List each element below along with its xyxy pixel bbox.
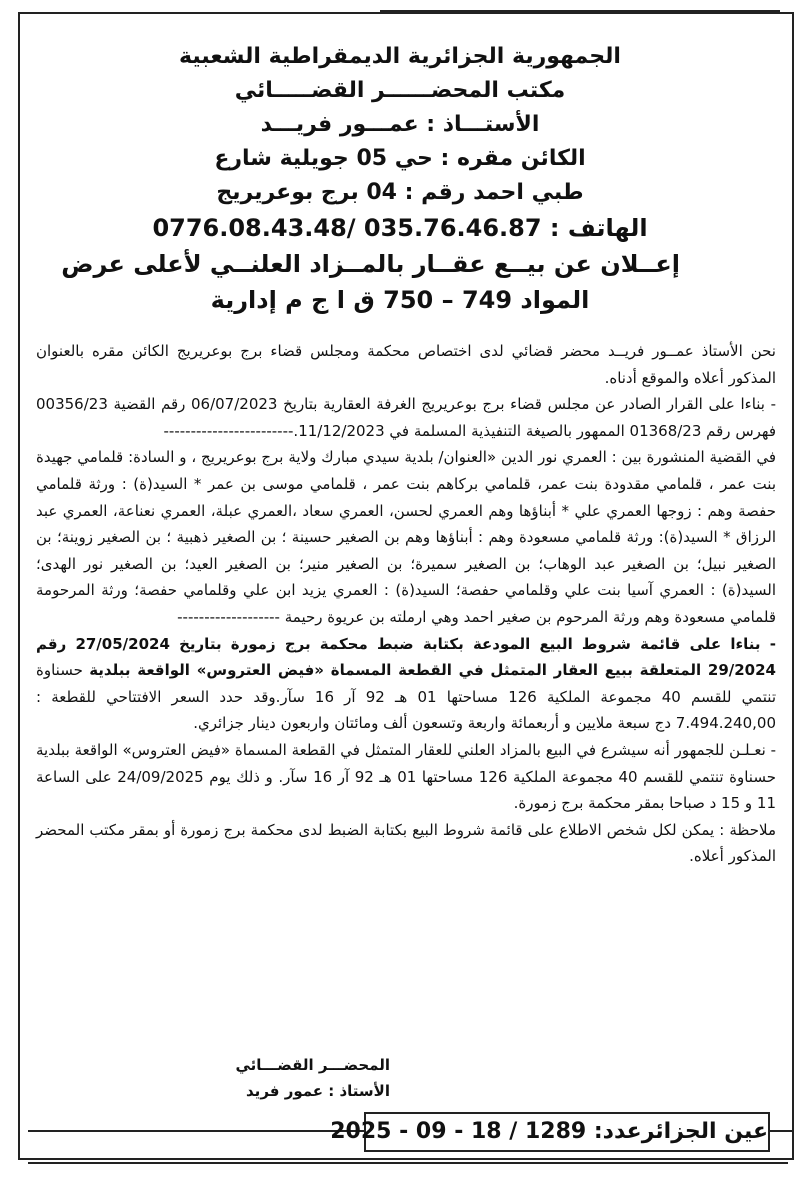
- stamp-rule-left: [28, 1130, 364, 1132]
- announcement-body: [36, 338, 776, 870]
- previous-ad-edge: [380, 0, 780, 12]
- office-name: مكتب المحضــــــر القضـــــائي: [234, 78, 566, 103]
- body-paragraph-intro: نحن الأستاذ عمــور فريــد محضر قضائي لدى اختصاص محكمة ومجلس قضاء برج بوعريريج الكائن مقره بالعنوان المذكور أعلاه والموقع أدناه.: [36, 342, 776, 387]
- legal-articles: المواد 749 – 750 ق ا ج م إدارية: [210, 286, 590, 314]
- signature-block: [170, 1052, 390, 1104]
- announcement-title: إعــلان عن بيــع عقــار بالمــزاد العلنــي لأعلى عرض: [61, 250, 680, 278]
- announcement-header: [61, 40, 680, 318]
- body-paragraph-parties: في القضية المنشورة بين : العمري نور الدين «العنوان/ بلدية سيدي مبارك ولاية برج بوعريريج ، و السادة: قلمامي جهيدة بنت عمر ، قلمامي مقدودة بنت عمر، قلمامي بركاهم بنت عمر ، قلمامي موسى بن عمر * السيد(ة) : ورثة قلمامي حفصة وهم : زوجها العمري علي * أبناؤها وهم العمري لحسن، العمري سعاد ،العمري عبلة، العمري نعناعة، العمري عبد الرزاق * السيد(ة): ورثة قلمامي مسعودة وهم : أبناؤها وهم بن الصغير حسينة ؛ بن الصغير ذهبية ؛ بن الصغير زوينة؛ بن الصغير نبيل؛ بن الصغير عبد الوهاب؛ بن الصغير سميرة؛ بن الصغير منير؛ بن الصغير العيد؛ بن الصغير نور الهدى؛ السيد(ة) : العمري آسيا بنت علي وقلمامي حفصة؛ السيد(ة) : العمري يزيد ابن علي وقلمامي حفصة؛ ورثة المرحومة قلمامي مسعودة وهم ورثة المرحوم بن صغير احمد وهي ارملته بن عريوة رحيمة -------------------: [36, 448, 776, 626]
- body-paragraph-note: ملاحظة : يمكن لكل شخص الاطلاع على قائمة شروط البيع بكتابة الضبط لدى محكمة برج زمورة أو بمقر مكتب المحضر المذكور أعلاه.: [36, 820, 776, 866]
- office-phone: الهاتف : 035.76.46.87 /0776.08.43.48: [152, 214, 648, 242]
- conditions-bold-text: - بناءا على قائمة شروط البيع المودعة بكتابة ضبط محكمة برج زمورة بتاريخ 27/05/2024 رقم 29/2024 المتعلقة ببيع العقار المتمثل في القطعة المسماة «فيض العتروس» الواقعة ببلدية: [36, 634, 776, 680]
- body-paragraph-conditions: [36, 631, 776, 737]
- newspaper-issue-stamp: عين الجزائرعدد: 1289 / 18 - 09 - 2025: [364, 1112, 770, 1152]
- signature-name: الأستاذ : عمور فريد: [246, 1082, 390, 1100]
- stamp-rule-right: [770, 1130, 792, 1132]
- bailiff-name: الأستـــاذ : عمـــور فريـــد: [260, 112, 540, 137]
- signature-title: المحضـــر القضـــائي: [235, 1056, 390, 1074]
- republic-title: الجمهورية الجزائرية الديمقراطية الشعبية: [179, 44, 621, 69]
- conditions-text: حسناوة تنتمي للقسم 40 مجموعة الملكية 126 مساحتها 01 هـ 92 آر 16 سآر.وقد حدد السعر الافتتاحي للقطعة : 7.494.240,00 دج سبعة ملايين و أربعمائة واربعة وتسعون ألف ومائتان واربعون دينار جزائري.: [36, 661, 777, 733]
- body-paragraph-auction: - نعـلـن للجمهور أنه سيشرع في البيع بالمزاد العلني للعقار المتمثل في القطعة المسماة «فيض العتروس» الواقعة ببلدية حسناوة تنتمي للقسم 40 مجموعة الملكية 126 مساحتها 01 هـ 92 آر 16 سآر. و ذلك يوم 24/09/2025 على الساعة 11 و 15 د صباحا بمقر محكمة برج زمورة.: [36, 740, 776, 813]
- office-address-1: الكائن مقره : حي 05 جويلية شارع: [214, 146, 586, 171]
- office-address-2: طبي احمد رقم : 04 برج بوعريريج: [216, 180, 584, 205]
- body-paragraph-decision: - بناءا على القرار الصادر عن مجلس قضاء برج بوعريريج الغرفة العقارية بتاريخ 06/07/2023 رقم القضية 00356/23 فهرس رقم 01368/23 الممهور بالصيغة التنفيذية المسلمة في 11/12/2023.------------------------: [36, 395, 776, 440]
